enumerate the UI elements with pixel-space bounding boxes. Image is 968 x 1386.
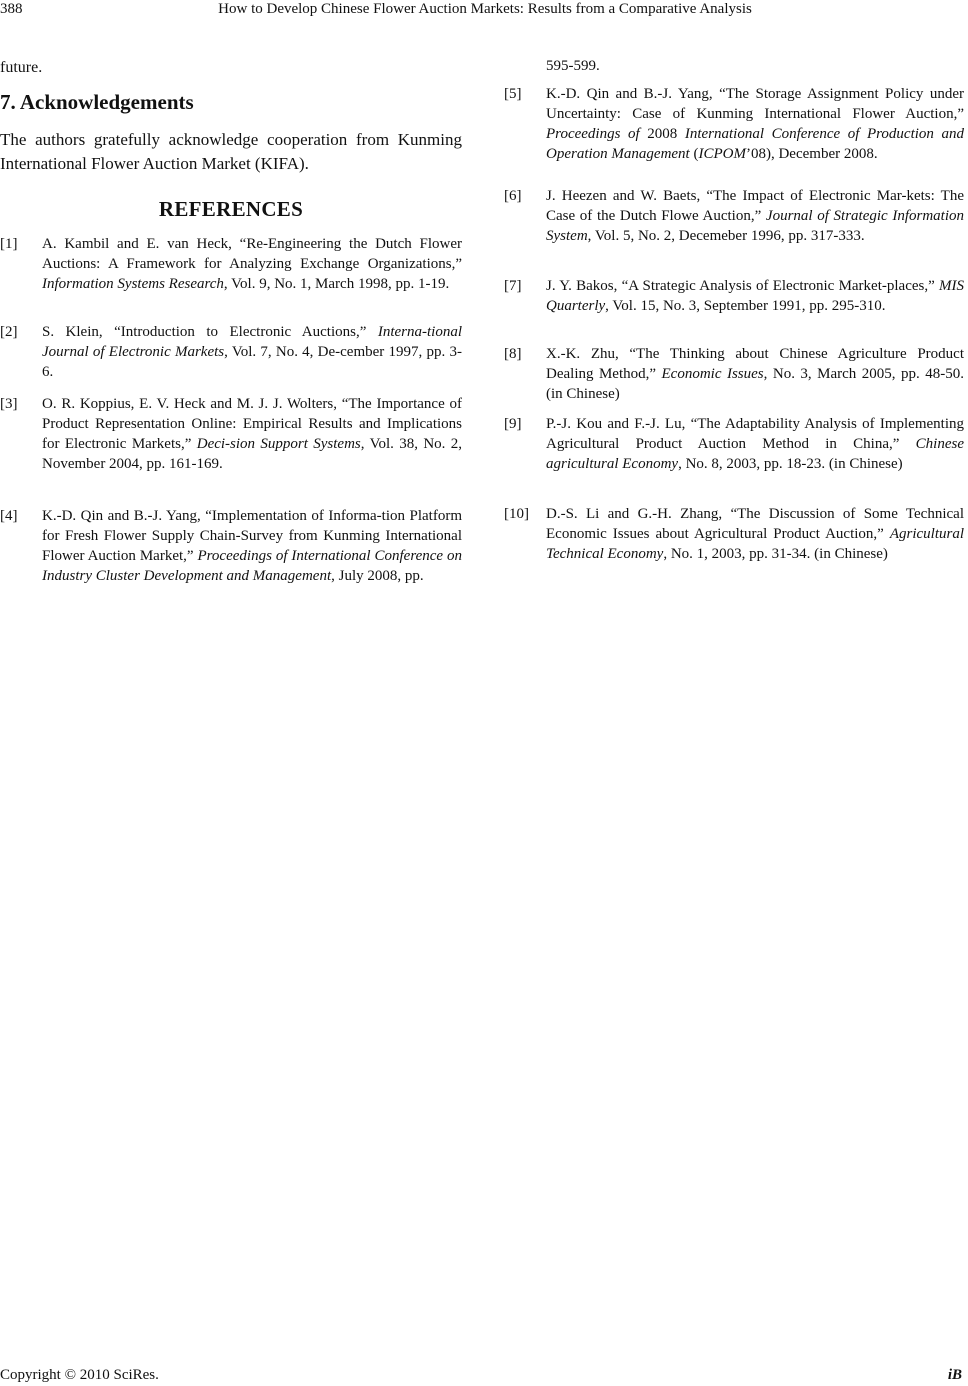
references-heading: REFERENCES — [158, 197, 304, 221]
reference-number: [7] — [504, 278, 522, 294]
reference-number: [8] — [504, 346, 522, 362]
running-title: How to Develop Chinese Flower Auction Markets: Results from a Comparative Analysis — [218, 1, 752, 17]
continuation-text: future. — [0, 59, 43, 76]
reference-text: O. R. Koppius, E. V. Heck and M. J. J. Wolters, “The Importance of Product Representation Online: Empirical Results and Implications for Electronic Markets,” Deci-sion Support Systems, Vol. 38, No. 2, November 2004, pp. 161-169. — [42, 396, 463, 472]
reference-text: S. Klein, “Introduction to Electronic Auctions,” Interna-tional Journal of Electronic Markets, Vol. 7, No. 4, De-cember 1997, pp. 3-6. — [42, 324, 462, 380]
reference-text: A. Kambil and E. van Heck, “Re-Engineering the Dutch Flower Auctions: A Framework for Analyzing Exchange Organizations,” Information Systems Research, Vol. 9, No. 1, March 1998, pp. 1-19. — [42, 236, 462, 292]
reference-text: X.-K. Zhu, “The Thinking about Chinese Agriculture Product Dealing Method,” Economic Issues, No. 3, March 2005, pp. 48-50. (in Chinese) — [546, 346, 964, 402]
acknowledgement-paragraph: The authors gratefully acknowledge cooperation from Kunming International Flower Auction Market (KIFA). — [0, 130, 462, 173]
page-header — [0, 0, 968, 20]
reference-text: P.-J. Kou and F.-J. Lu, “The Adaptability Analysis of Implementing Agricultural Product Auction Method in China,” Chinese agricultural Economy, No. 8, 2003, pp. 18-23. (in Chinese) — [546, 416, 964, 472]
section-heading: 7. Acknowledgements — [0, 90, 194, 114]
reference-text: D.-S. Li and G.-H. Zhang, “The Discussion of Some Technical Economic Issues about Agricultural Product Auction,” Agricultural Technical Economy, No. 1, 2003, pp. 31-34. (in Chinese) — [546, 506, 964, 562]
reference-number: [1] — [0, 236, 18, 252]
reference-text: K.-D. Qin and B.-J. Yang, “The Storage Assignment Policy under Uncertainty: Case of Kunming International Flower Auction,” Proceedings of 2008 International Conference of Production and Operation Management (ICPOM’08), December 2008. — [546, 86, 964, 162]
reference-number: [4] — [0, 508, 18, 524]
reference-number: [10] — [504, 506, 529, 522]
reference-number: [3] — [0, 396, 18, 412]
reference-number: [5] — [504, 86, 522, 102]
copyright-notice: Copyright © 2010 SciRes. — [0, 1367, 159, 1383]
reference-number: [2] — [0, 324, 18, 340]
journal-mark: iB — [947, 1367, 962, 1383]
reference-number: [6] — [504, 188, 522, 204]
reference-number: [9] — [504, 416, 522, 432]
page-number: 388 — [0, 1, 23, 17]
reference-text: J. Heezen and W. Baets, “The Impact of Electronic Mar-kets: The Case of the Dutch Flowe Auction,” Journal of Strategic Information System, Vol. 5, No. 2, Decemeber 1996, pp. 317-333. — [546, 188, 964, 244]
reference-text: K.-D. Qin and B.-J. Yang, “Implementation of Informa-tion Platform for Fresh Flower Supply Chain-Survey from Kunming International Flower Auction Market,” Proceedings of International Conference on Industry Cluster Development and Management, July 2008, pp. — [42, 508, 462, 584]
reference-text: J. Y. Bakos, “A Strategic Analysis of Electronic Market-places,” MIS Quarterly, Vol. 15, No. 3, September 1991, pp. 295-310. — [546, 278, 964, 314]
